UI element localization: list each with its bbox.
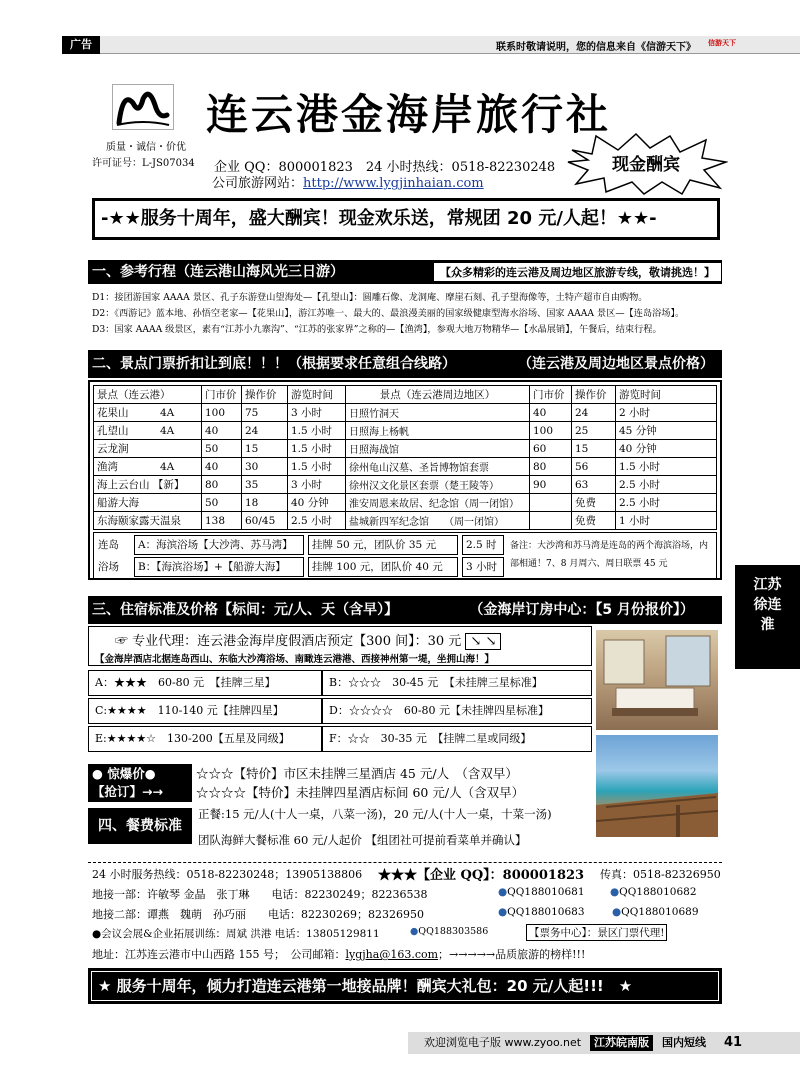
company-motto: 质量・诚信・价优 [106,142,186,153]
table-cell: 海上云台山 【新】 [94,476,202,494]
table-cell: 徐州汉文化景区套票（楚王陵等） [346,476,530,494]
beach-option-b-time: 3 小时 [462,557,504,577]
website-label: 公司旅游网站： [212,176,304,191]
anniversary-slogan: -★★服务十周年，盛大酬宾！现金欢乐送，常规团 20 元/人起！★★- [92,198,720,240]
table-row [94,494,717,512]
footer-category: 国内短线 [662,1036,706,1049]
col-header: 游览时间 [616,386,717,404]
table-cell [530,512,572,530]
ticket-table-wrap [88,380,722,580]
arrows-icon: ↘ ↘ [465,633,501,650]
table-cell: 50 [202,494,242,512]
sidebar-line: 徐连 [753,597,782,613]
qq-number: QQ188010681 [507,886,585,898]
table-cell: 100 [530,422,572,440]
table-cell: 40 [530,404,572,422]
meal-line-2: 团队海鲜大餐标准 60 元/人起价 【组团社可提前看菜单并确认】 [198,833,527,847]
table-cell: 25 [572,422,616,440]
table-cell: 80 [202,476,242,494]
table-cell: 40 [202,422,242,440]
beach-note: 备注：大沙湾和苏马湾是连岛的两个海滨浴场，内部相通！7、8 月周六、周日联票 45 元 [510,541,709,569]
dept2-qq-a [498,906,585,918]
hotel-grade-d: D：☆☆☆☆ 60-80 元【未挂牌四星标准】 [322,698,592,724]
grab-deal-label: 【抢订】→→ [92,784,163,799]
hotel-grade-f: F：☆☆ 30-35 元 【挂牌二星或同级】 [322,726,592,752]
table-cell: 免费 [572,512,616,530]
agent-box [88,626,592,666]
beach-option-a-time: 2.5 时 [462,535,504,555]
col-header: 景点（连云港） [94,386,202,404]
hotel-room-photo [596,630,718,730]
ticket-price-table [93,385,717,530]
contacts-divider [88,862,722,863]
section1-title: 一、参考行程（连云港山海风光三日游） [92,264,344,280]
section3-aside: （金海岸订房中心：【5 月份报价】） [469,602,694,618]
island-label-a: 连岛 [98,539,119,551]
section3-header [88,596,722,624]
company-name: 连云港金海岸旅行社 [206,90,612,139]
page-number: 41 [724,1035,743,1050]
hotel-grade-e: E:★★★★☆ 130-200【五星及同级】 [88,726,322,752]
sidebar-line: 淮 [760,617,775,633]
col-header: 操作价 [572,386,616,404]
ticket-center: 【票务中心】：景区门票代理! [526,924,667,941]
col-header: 游览时间 [288,386,346,404]
dept1-qq-b [610,886,697,898]
table-cell: 100 [202,404,242,422]
table-cell: 138 [202,512,242,530]
dept1-qq-a [498,886,585,898]
table-cell: 1.5 小时 [288,422,346,440]
qq-penguin-icon: ● [610,886,620,898]
hotel-grade-a: A：★★★ 60-80 元 【挂牌三星】 [88,670,322,696]
itinerary-day3: D3：国家 AAAA 级景区，素有“江苏小九寨沟”、“江苏的张家界”之称的—【渔湾】，参观大地万物精华—【水晶展销】，午餐后，结束行程。 [92,324,662,335]
bottom-slogan: ★ 服务十周年，倾力打造连云港第一地接品牌！酬宾大礼包：20 元/人起!!! ★ [91,971,719,1001]
contact-hotline: 24 小时服务热线：0518-82230248；13905138806 [92,868,363,881]
table-row [94,440,717,458]
table-cell: 40 [202,458,242,476]
table-cell: 24 [242,422,288,440]
table-cell: 18 [242,494,288,512]
address-text: 地址：江苏连云港市中山西路 155 号； 公司邮箱： [92,948,346,961]
footer-edition: 江苏皖南版 [590,1035,653,1051]
table-cell: 24 [572,404,616,422]
deal-line-2: ☆☆☆☆【特价】未挂牌四星酒店标间 60 元/人（含双早） [196,785,525,800]
section1-aside: 【众多精彩的连云港及周边地区旅游专线，敬请挑选！】 [433,262,722,282]
table-cell: 花果山 4A [94,404,202,422]
table-cell: 淮安周恩来故居、纪念馆（周一闭馆） [346,494,530,512]
table-cell: 1 小时 [616,512,717,530]
section2-aside: （连云港及周边地区景点价格） [518,356,714,372]
col-header: 景点（连云港周边地区） [346,386,530,404]
table-cell: 15 [242,440,288,458]
section3-title: 三、住宿标准及价格【标间：元/人、天（含早）】 [92,602,399,618]
agent-line [115,630,501,649]
table-cell: 3 小时 [288,476,346,494]
table-row [94,404,717,422]
license-number: 许可证号：L-JS07034 [92,158,195,169]
table-cell: 3 小时 [288,404,346,422]
company-logo [112,84,174,130]
beach-option-b-price: 挂牌 100 元，团队价 40 元 [308,557,458,577]
table-cell: 云龙涧 [94,440,202,458]
qq-penguin-icon: ● [612,906,622,918]
section4-header: 四、餐费标准 [88,808,192,844]
hot-deal-tag [88,764,192,802]
beach-option-a: A：海滨浴场【大沙湾、苏马湾】 [134,535,304,555]
table-cell: 50 [202,440,242,458]
hotel-grade-b: B：☆☆☆ 30-45 元 【未挂牌三星标准】 [322,670,592,696]
beach-boardwalk-photo [596,735,718,837]
section2-header [88,350,722,378]
table-cell: 45 分钟 [616,422,717,440]
qq-number: QQ188303586 [418,926,489,937]
table-cell: 2.5 小时 [616,494,717,512]
table-cell: 日照海上杨帆 [346,422,530,440]
table-cell: 2.5 小时 [288,512,346,530]
email-link[interactable]: lygjha@163.com [345,948,439,961]
table-cell: 90 [530,476,572,494]
table-row [94,422,717,440]
table-cell: 15 [572,440,616,458]
agent-text: 专业代理：连云港金海岸度假酒店预定【300 间】：30 元 [132,634,462,649]
section1-header [88,260,722,284]
qq-penguin-icon: ● [410,926,419,937]
region-sidebar [735,565,800,669]
island-beach-box [93,532,717,580]
hand-pointer-icon: ☞ [115,634,129,649]
itinerary-day2: D2：《西游记》蓝本地、孙悟空老家—【花果山】，游江苏唯一、最大的、最浪漫美丽的国家级健康型海水浴场、国家 AAAA 景区—【连岛浴场】。 [92,308,685,319]
table-cell: 日照竹洞天 [346,404,530,422]
table-cell: 60/45 [242,512,288,530]
table-row [94,458,717,476]
qq-penguin-icon: ● [498,906,508,918]
footer-site[interactable]: 欢迎浏览电子版 www.zyoo.net [424,1036,582,1049]
meal-line-1: 正餐:15 元/人(十人一桌，八菜一汤)，20 元/人(十人一桌，十菜一汤) [198,807,552,821]
table-cell: 1.5 小时 [616,458,717,476]
table-cell: 2.5 小时 [616,476,717,494]
dept2-contact: 地接二部：谭燕 魏萌 孙巧丽 电话：82230269；82326950 [92,908,424,921]
qq-number: QQ188010683 [507,906,585,918]
table-cell: 63 [572,476,616,494]
qq-number: QQ188010689 [621,906,699,918]
table-cell: 免费 [572,494,616,512]
table-row [94,512,717,530]
qq-number: QQ188010682 [619,886,697,898]
conference-qq [410,926,488,937]
conference-contact: ●会议会展&企业拓展训练：周斌 洪港 电话：13805129811 [92,928,380,940]
contact-qq: ★★★【企业 QQ】：800001823 [378,868,585,883]
table-cell: 35 [242,476,288,494]
table-cell: 80 [530,458,572,476]
itinerary-day1: D1：接团游国家 AAAA 景区、孔子东游登山望海处—【孔望山】：圆雕石像、龙洞庵、摩崖石刻、孔子望海像等，土特产超市自由购物。 [92,292,648,303]
table-cell: 船游大海 [94,494,202,512]
section2-title: 二、景点门票折扣让到底！！！（根据要求任意组合线路） [92,356,456,372]
table-cell: 徐州龟山汉墓、圣旨博物馆套票 [346,458,530,476]
burst-text: 现金酬宾 [612,155,680,175]
island-label-b: 浴场 [98,561,119,573]
sidebar-line: 江苏 [753,577,782,593]
table-cell: 盐城新四军纪念馆 （周一闭馆） [346,512,530,530]
footer-bar [408,1032,800,1054]
col-header: 门市价 [202,386,242,404]
qq-penguin-icon: ● [498,886,508,898]
table-header-row [94,386,717,404]
address-tail: ；→→→→→品质旅游的榜样!!! [438,948,586,961]
table-cell: 56 [572,458,616,476]
hot-deal-label: ● 惊爆价● [92,766,156,781]
deal-line-1: ☆☆☆【特价】市区未挂牌三星酒店 45 元/人 （含双早） [196,766,518,781]
website-link[interactable]: http://www.lygjinhaian.com [303,176,484,191]
table-cell: 日照海战馆 [346,440,530,458]
beach-option-b: B：【海滨浴场】+【船游大海】 [134,557,304,577]
address-line [92,946,585,962]
table-cell: 40 分钟 [288,494,346,512]
contact-fax: 传真：0518-82326950 [600,868,721,881]
table-row [94,476,717,494]
table-cell: 1.5 小时 [288,458,346,476]
bottom-slogan-frame [88,968,722,1004]
table-cell [530,494,572,512]
table-cell: 1.5 小时 [288,440,346,458]
table-cell: 30 [242,458,288,476]
ad-tag: 广告 [62,36,100,54]
cash-burst-badge [566,132,728,196]
table-cell: 东海颐家露天温泉 [94,512,202,530]
table-cell: 2 小时 [616,404,717,422]
website-line [212,172,484,191]
table-cell: 75 [242,404,288,422]
table-cell: 40 分钟 [616,440,717,458]
source-note: 联系时敬请说明，您的信息来自《信游天下》 [496,42,696,53]
dept1-contact: 地接一部：许敏琴 金晶 张丁琳 电话：82230249；82236538 [92,888,428,901]
hotel-grade-c: C:★★★★ 110-140 元【挂牌四星】 [88,698,322,724]
dept2-qq-b [612,906,699,918]
table-cell: 渔湾 4A [94,458,202,476]
magazine-logo: 信游天下 [708,39,736,47]
table-cell: 孔望山 4A [94,422,202,440]
col-header: 操作价 [242,386,288,404]
contact-line: 企业 QQ：800001823 24 小时热线：0518-82230248 [214,160,556,175]
col-header: 门市价 [530,386,572,404]
agent-note: 【金海岸酒店北据连岛西山、东临大沙湾浴场、南瞰连云港港、西接神州第一堤，坐拥山海！】 [95,654,495,665]
beach-option-a-price: 挂牌 50 元，团队价 35 元 [308,535,458,555]
deal-lines [196,764,524,802]
table-cell: 60 [530,440,572,458]
